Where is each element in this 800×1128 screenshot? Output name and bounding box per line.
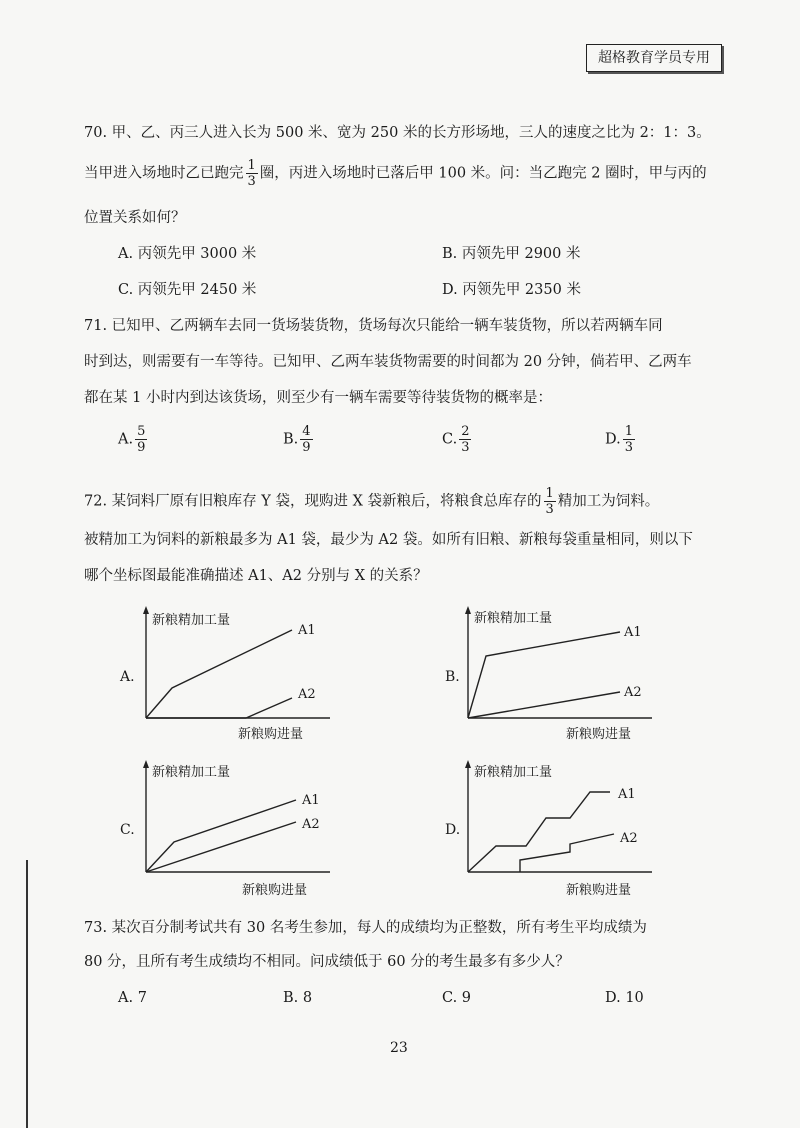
chart-c-xlabel: 新粮购进量: [242, 883, 308, 898]
q71-option-d: D. $\frac{1}{3}$: [605, 424, 633, 455]
q72-line1-end: 精加工为饲料。: [557, 493, 660, 510]
chart-a-label-a1: A1: [298, 623, 316, 638]
chart-b-ylabel: 新粮精加工量: [474, 611, 553, 626]
q73-line1: 73. 某次百分制考试共有 30 名考生参加，每人的成绩均为正整数，所有考生平均成绩为: [84, 920, 647, 936]
chart-a-series-a2: [146, 698, 292, 718]
q70-option-c: C. 丙领先甲 2450 米: [118, 282, 257, 298]
q71-option-b: B. $\frac{4}{9}$: [283, 424, 311, 455]
q71-line2: 时到达，则需要有一车等待。已知甲、乙两车装货物需要的时间都为 20 分钟，倘若甲、乙两车: [84, 354, 692, 370]
chart-d-series-a2: [520, 834, 614, 872]
chart-b: [454, 600, 674, 750]
q73-option-a: A. 7: [118, 990, 147, 1006]
chart-b-option: B.: [445, 669, 460, 685]
q70-line2: [84, 158, 724, 189]
q71-line1: 71. 已知甲、乙两辆车去同一货场装货物，货场每次只能给一辆车装货物，所以若两辆车同: [84, 318, 663, 334]
q73-option-d: D. 10: [605, 990, 644, 1006]
chart-a-option: A.: [120, 669, 135, 685]
chart-a-xlabel: 新粮购进量: [238, 727, 304, 742]
chart-b-label-a2: A2: [624, 685, 642, 700]
q73-option-c: C. 9: [442, 990, 472, 1006]
q72-fraction: $\frac{1}{3}$: [545, 486, 554, 517]
chart-c-y-arrow: [143, 760, 149, 768]
chart-d-ylabel: 新粮精加工量: [474, 765, 553, 780]
chart-d: [454, 754, 674, 904]
q70-line3: 位置关系如何？: [84, 210, 186, 226]
chart-d-y-arrow: [465, 760, 471, 768]
chart-b-series-a2: [468, 692, 620, 718]
chart-c-label-a2: A2: [302, 817, 320, 832]
chart-b-label-a1: A1: [624, 625, 642, 640]
q70-fraction: $\frac{1}{3}$: [247, 158, 256, 189]
q73-line2: 80 分，且所有考生成绩均不相同。问成绩低于 60 分的考生最多有多少人？: [84, 954, 570, 970]
q72-line1-start: 72. 某饲料厂原有旧粮库存 Y 袋，现购进 X 袋新粮后，将粮食总库存的: [84, 493, 542, 510]
q70-line2-start: 当甲进入场地时乙已跑完: [84, 165, 244, 182]
chart-a-label-a2: A2: [298, 687, 316, 702]
chart-d-xlabel: 新粮购进量: [566, 883, 632, 898]
q70-line1: 70. 甲、乙、丙三人进入长为 500 米、宽为 250 米的长方形场地，三人的速度之比为 2：1：3。: [84, 125, 711, 141]
header-tag: 超格教育学员专用: [586, 44, 722, 72]
chart-d-label-a1: A1: [618, 787, 636, 802]
q70-option-a: A. 丙领先甲 3000 米: [118, 246, 257, 262]
q71-option-a: A. $\frac{5}{9}$: [118, 424, 146, 455]
q70-line2-end: 圈，丙进入场地时已落后甲 100 米。问：当乙跑完 2 圈时，甲与丙的: [259, 165, 707, 182]
chart-c-label-a1: A1: [302, 793, 320, 808]
q72-line3: 哪个坐标图最能准确描述 A1、A2 分别与 X 的关系？: [84, 568, 428, 584]
chart-c-option: C.: [120, 822, 135, 838]
chart-a-ylabel: 新粮精加工量: [152, 613, 231, 628]
chart-b-y-arrow: [465, 606, 471, 614]
chart-a: [130, 600, 350, 750]
chart-a-series-a1: [146, 630, 292, 718]
q70-option-b: B. 丙领先甲 2900 米: [442, 246, 581, 262]
chart-d-series-a1: [468, 792, 610, 872]
q70-option-d: D. 丙领先甲 2350 米: [442, 282, 581, 298]
chart-c-series-a1: [146, 800, 296, 872]
q73-option-b: B. 8: [283, 990, 313, 1006]
binding-rule: [26, 860, 28, 1128]
q72-line2: 被精加工为饲料的新粮最多为 A1 袋，最少为 A2 袋。如所有旧粮、新粮每袋重量相同，则以下: [84, 532, 693, 548]
q72-line1: [84, 486, 724, 517]
chart-d-label-a2: A2: [620, 831, 638, 846]
chart-c-ylabel: 新粮精加工量: [152, 765, 231, 780]
chart-d-option: D.: [445, 822, 461, 838]
chart-b-xlabel: 新粮购进量: [566, 727, 632, 742]
q71-option-c: C. $\frac{2}{3}$: [442, 424, 470, 455]
page-number: 23: [390, 1040, 408, 1056]
chart-a-y-arrow: [143, 606, 149, 614]
chart-c: [130, 754, 350, 904]
q71-line3: 都在某 1 小时内到达该货场，则至少有一辆车需要等待装货物的概率是：: [84, 390, 552, 406]
